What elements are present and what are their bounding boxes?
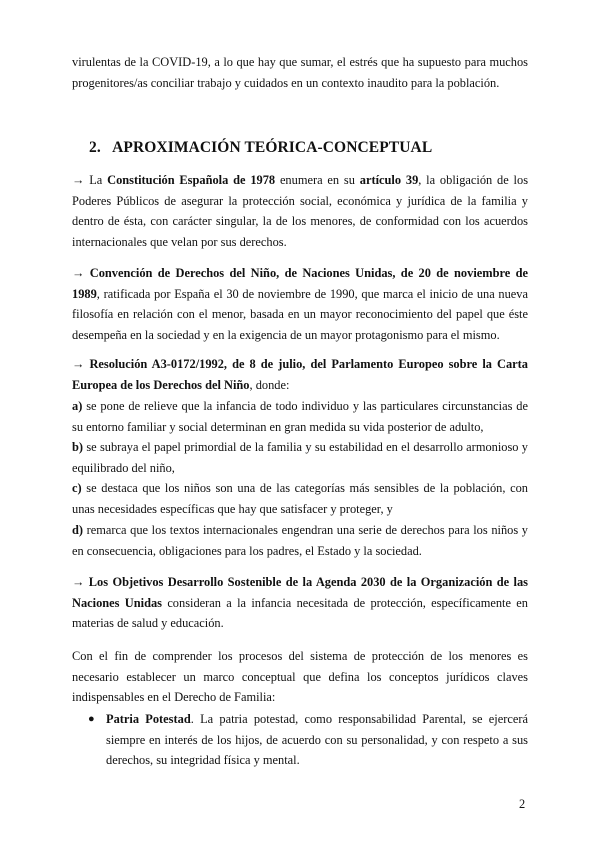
paragraph-marco-conceptual xyxy=(72,646,528,708)
p2-rest: , ratificada por España el 30 de noviembre de 1990, que marca el inicio de una nueva filosofía en relación con el menor, basada en un mayor reconocimiento del papel que éste desempeña en la sociedad y en la exigencia de un mayor protagonismo para el mismo. xyxy=(72,286,528,342)
bullet-text: . La patria potestad, como responsabilidad Parental, se ejercerá siempre en interés de los hijos, de acuerdo con su personalidad, y con respeto a sus derechos, su integridad física y mental. xyxy=(106,712,529,768)
list-item-label: c) xyxy=(72,481,82,495)
paragraph-resolucion xyxy=(72,354,528,395)
p5-text: Con el fin de comprender los procesos del sistema de protección de los menores es necesario establecer un marco conceptual que defina los conceptos jurídicos claves indispensables en el Derecho de Familia: xyxy=(72,649,528,705)
bullet-content xyxy=(106,709,528,771)
list-item-label: a) xyxy=(72,399,83,413)
arrow-icon: → xyxy=(72,575,85,589)
list-item-text: se pone de relieve que la infancia de todo individuo y las particulares circunstancias de su entorno familiar y social determinan en gran medida su vida posterior de adulto, xyxy=(72,399,528,434)
p1-pre: La xyxy=(89,173,103,187)
list-item xyxy=(72,520,528,561)
arrow-icon: → xyxy=(72,266,85,280)
section-heading xyxy=(89,139,432,157)
p1-article: artículo 39 xyxy=(359,173,419,187)
p2-convention-title: Convención de Derechos del Niño, de Naciones Unidas, de 20 de noviembre de 1989 xyxy=(72,266,528,301)
arrow-icon: → xyxy=(72,173,85,187)
section-title: APROXIMACIÓN TEÓRICA-CONCEPTUAL xyxy=(112,139,433,156)
p3-rest: , donde: xyxy=(249,377,290,392)
list-item xyxy=(88,709,528,771)
paragraph-ods xyxy=(72,572,528,634)
list-item-label: d) xyxy=(72,523,84,537)
p1-rest: , la obligación de los Poderes Públicos de asegurar la protección social, económica y jurídica de la familia y dentro de ésta, con carácter singular, la de los menores, de conformidad con los acuerdos internacionales que velan por sus derechos. xyxy=(72,173,529,249)
paragraph-convencion xyxy=(72,263,528,345)
p1-constitution-title: Constitución Española de 1978 xyxy=(107,173,276,187)
list-item xyxy=(72,478,528,519)
list-item-label: b) xyxy=(72,440,84,454)
paragraph-constitucion xyxy=(72,170,528,252)
section-number: 2. xyxy=(89,139,101,156)
list-item xyxy=(72,437,528,478)
p3-resolution-title: Resolución A3-0172/1992, de 8 de julio, del Parlamento Europeo sobre la Carta Europea de los Derechos del Niño xyxy=(72,357,528,392)
intro-text: virulentas de la COVID-19, a lo que hay que sumar, el estrés que ha supuesto para muchos progenitores/as conciliar trabajo y cuidados en un contexto inaudito para la población. xyxy=(72,55,528,90)
arrow-icon: → xyxy=(72,357,85,371)
p1-mid: enumera en su xyxy=(279,173,355,187)
p4-ods-title: Los Objetivos Desarrollo Sostenible de la Agenda 2030 de la Organización de las Naciones Unidas xyxy=(72,575,528,610)
page-number: 2 xyxy=(519,797,526,811)
bullet-icon: ● xyxy=(88,713,95,725)
list-item xyxy=(72,396,528,437)
p4-rest: consideran a la infancia necesitada de protección, específicamente en materias de salud y educación. xyxy=(72,595,528,631)
intro-paragraph xyxy=(72,52,528,93)
list-item-text: remarca que los textos internacionales engendran una serie de derechos para los niños y en consecuencia, obligaciones para los padres, el Estado y la sociedad. xyxy=(72,523,528,558)
bullet-term: Patria Potestad xyxy=(106,712,191,726)
list-item-text: se subraya el papel primordial de la familia y su estabilidad en el desarrollo armonioso y equilibrado del niño, xyxy=(72,440,528,475)
list-item-text: se destaca que los niños son una de las categorías más sensibles de la población, con unas necesidades específicas que hay que satisfacer y proteger, y xyxy=(72,481,528,516)
